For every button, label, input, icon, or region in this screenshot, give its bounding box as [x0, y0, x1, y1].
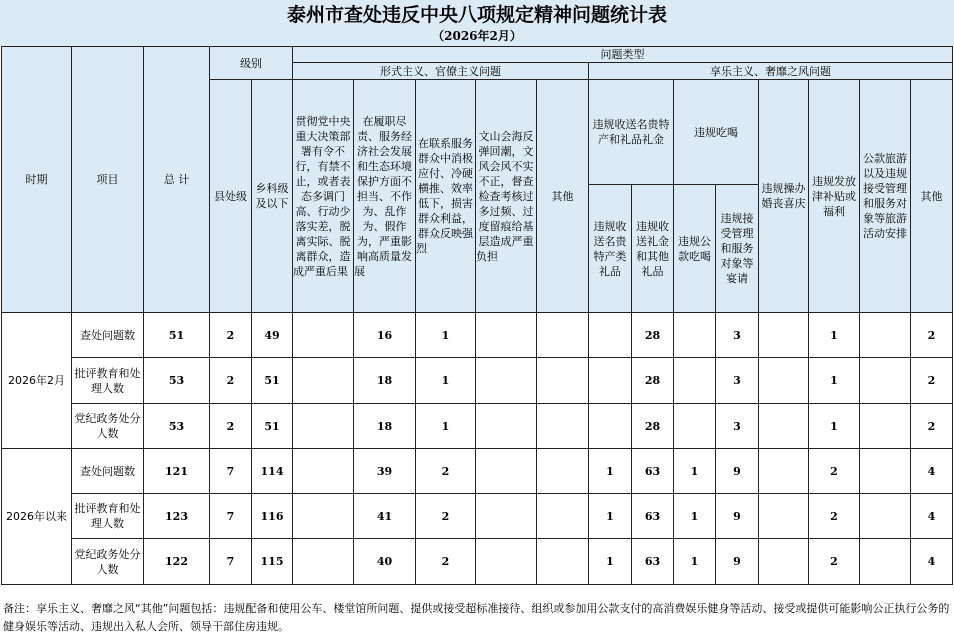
value-cell-gift2: 28 — [632, 404, 674, 449]
value-cell-total: 53 — [144, 404, 210, 449]
value-cell-township: 51 — [252, 358, 293, 404]
value-cell-f5 — [537, 358, 589, 404]
header-subsidy: 违规发放津补贴或福利 — [809, 80, 860, 313]
value-cell-f3: 2 — [416, 539, 476, 585]
value-cell-total: 122 — [144, 539, 210, 585]
value-cell-eat2: 9 — [716, 539, 759, 585]
header-eat-1: 违规公款吃喝 — [674, 185, 716, 313]
value-cell-wedding — [759, 494, 809, 539]
value-cell-f1 — [293, 494, 354, 539]
value-cell-f5 — [537, 494, 589, 539]
value-cell-travel — [860, 539, 911, 585]
header-level: 级别 — [210, 47, 293, 80]
value-cell-county: 2 — [210, 404, 252, 449]
value-cell-gift1: 1 — [589, 494, 632, 539]
value-cell-f1 — [293, 539, 354, 585]
header-gift-group: 违规收送名贵特产和礼品礼金 — [589, 80, 674, 185]
value-cell-total: 123 — [144, 494, 210, 539]
header-formalism-other: 其他 — [537, 80, 589, 313]
value-cell-f4 — [476, 539, 537, 585]
header-formalism-4: 文山会海反弹回潮，文风会风不实不正，督查检查考核过多过频、过度留痕给基层造成严重负担 — [476, 80, 537, 313]
header-travel: 公款旅游以及违规接受管理和服务对象等旅游活动安排 — [860, 80, 911, 313]
value-cell-subsidy: 2 — [809, 449, 860, 494]
value-cell-f1 — [293, 358, 354, 404]
value-cell-county: 7 — [210, 539, 252, 585]
table-row — [2, 358, 953, 404]
value-cell-travel — [860, 449, 911, 494]
value-cell-eat2: 9 — [716, 449, 759, 494]
value-cell-township: 115 — [252, 539, 293, 585]
header-hedonism-other: 其他 — [911, 80, 953, 313]
value-cell-f5 — [537, 404, 589, 449]
value-cell-other: 4 — [911, 449, 953, 494]
value-cell-eat2: 9 — [716, 494, 759, 539]
value-cell-subsidy: 1 — [809, 313, 860, 358]
value-cell-f2: 18 — [354, 404, 416, 449]
value-cell-wedding — [759, 449, 809, 494]
value-cell-county: 2 — [210, 358, 252, 404]
header-formalism-1: 贯彻党中央重大决策部署有令不行，有禁不止，或者表态多调门高、行动少落实差，脱离实际、脱离群众，造成严重后果 — [293, 80, 354, 313]
value-cell-f4 — [476, 313, 537, 358]
item-cell: 查处问题数 — [72, 313, 144, 358]
value-cell-travel — [860, 358, 911, 404]
value-cell-gift2: 63 — [632, 494, 674, 539]
value-cell-f2: 40 — [354, 539, 416, 585]
value-cell-travel — [860, 494, 911, 539]
value-cell-travel — [860, 404, 911, 449]
value-cell-eat2: 3 — [716, 358, 759, 404]
value-cell-eat2: 3 — [716, 313, 759, 358]
table-row — [2, 404, 953, 449]
value-cell-subsidy: 2 — [809, 539, 860, 585]
value-cell-gift1: 1 — [589, 539, 632, 585]
statistics-table — [1, 46, 953, 585]
value-cell-eat1: 1 — [674, 539, 716, 585]
value-cell-eat1 — [674, 358, 716, 404]
value-cell-total: 51 — [144, 313, 210, 358]
header-township: 乡科级及以下 — [252, 80, 293, 313]
header-gift-2: 违规收送礼金和其他礼品 — [632, 185, 674, 313]
value-cell-f5 — [537, 539, 589, 585]
header-county: 县处级 — [210, 80, 252, 313]
value-cell-township: 114 — [252, 449, 293, 494]
value-cell-county: 7 — [210, 449, 252, 494]
value-cell-township: 51 — [252, 404, 293, 449]
value-cell-f1 — [293, 313, 354, 358]
value-cell-county: 2 — [210, 313, 252, 358]
header-gift-1: 违规收送名贵特产类礼品 — [589, 185, 632, 313]
value-cell-f2: 18 — [354, 358, 416, 404]
value-cell-subsidy: 1 — [809, 358, 860, 404]
footnote: 备注：享乐主义、奢靡之风“其他”问题包括：违规配备和使用公车、楼堂馆所问题、提供或接受超标准接待、组织或参加用公款支付的高消费娱乐健身等活动、接受或提供可能影响公正执行公务的健身娱乐等活动、违规出入私人会所、领导干部住房违规。 — [3, 602, 950, 633]
page-title: 泰州市查处违反中央八项规定精神问题统计表 — [286, 4, 667, 26]
value-cell-wedding — [759, 404, 809, 449]
header-item: 项目 — [72, 47, 144, 313]
value-cell-wedding — [759, 313, 809, 358]
value-cell-eat1 — [674, 404, 716, 449]
value-cell-other: 2 — [911, 313, 953, 358]
header-problem-type: 问题类型 — [293, 47, 953, 63]
value-cell-total: 121 — [144, 449, 210, 494]
value-cell-wedding — [759, 539, 809, 585]
item-cell: 党纪政务处分人数 — [72, 539, 144, 585]
value-cell-travel — [860, 313, 911, 358]
value-cell-subsidy: 1 — [809, 404, 860, 449]
value-cell-f3: 2 — [416, 449, 476, 494]
page-subtitle: （2026年2月） — [432, 29, 522, 43]
value-cell-f4 — [476, 358, 537, 404]
value-cell-gift1 — [589, 358, 632, 404]
header-wedding: 违规操办婚丧喜庆 — [759, 80, 809, 313]
value-cell-eat2: 3 — [716, 404, 759, 449]
value-cell-gift1: 1 — [589, 449, 632, 494]
value-cell-gift2: 63 — [632, 449, 674, 494]
header-total: 总 计 — [144, 47, 210, 313]
value-cell-township: 49 — [252, 313, 293, 358]
value-cell-f5 — [537, 449, 589, 494]
value-cell-f3: 1 — [416, 404, 476, 449]
item-cell: 批评教育和处理人数 — [72, 358, 144, 404]
value-cell-total: 53 — [144, 358, 210, 404]
header-eat-group: 违规吃喝 — [674, 80, 759, 185]
value-cell-f3: 1 — [416, 358, 476, 404]
header-hedonism: 享乐主义、奢靡之风问题 — [589, 63, 953, 80]
value-cell-other: 2 — [911, 358, 953, 404]
value-cell-other: 4 — [911, 494, 953, 539]
value-cell-f4 — [476, 494, 537, 539]
value-cell-other: 4 — [911, 539, 953, 585]
period-cell: 2026年2月 — [2, 313, 72, 449]
header-formalism-3: 在联系服务群众中消极应付、冷硬横推、效率低下，损害群众利益，群众反映强烈 — [416, 80, 476, 313]
value-cell-f4 — [476, 404, 537, 449]
value-cell-f2: 16 — [354, 313, 416, 358]
item-cell: 党纪政务处分人数 — [72, 404, 144, 449]
header-period: 时期 — [2, 47, 72, 313]
value-cell-gift2: 63 — [632, 539, 674, 585]
item-cell: 批评教育和处理人数 — [72, 494, 144, 539]
value-cell-gift1 — [589, 313, 632, 358]
header-formalism-2: 在履职尽责、服务经济社会发展和生态环境保护方面不担当、不作为、乱作为、假作为，严重影响高质量发展 — [354, 80, 416, 313]
value-cell-county: 7 — [210, 494, 252, 539]
table-row — [2, 449, 953, 494]
header-formalism: 形式主义、官僚主义问题 — [293, 63, 589, 80]
header-eat-2: 违规接受管理和服务对象等宴请 — [716, 185, 759, 313]
value-cell-f2: 41 — [354, 494, 416, 539]
table-row — [2, 539, 953, 585]
value-cell-f1 — [293, 404, 354, 449]
value-cell-township: 116 — [252, 494, 293, 539]
value-cell-gift2: 28 — [632, 313, 674, 358]
table-row — [2, 313, 953, 358]
value-cell-f2: 39 — [354, 449, 416, 494]
value-cell-subsidy: 2 — [809, 494, 860, 539]
value-cell-f5 — [537, 313, 589, 358]
value-cell-f1 — [293, 449, 354, 494]
value-cell-eat1 — [674, 313, 716, 358]
value-cell-eat1: 1 — [674, 449, 716, 494]
value-cell-wedding — [759, 358, 809, 404]
value-cell-other: 2 — [911, 404, 953, 449]
value-cell-f4 — [476, 449, 537, 494]
item-cell: 查处问题数 — [72, 449, 144, 494]
value-cell-f3: 1 — [416, 313, 476, 358]
period-cell: 2026年以来 — [2, 449, 72, 585]
value-cell-eat1: 1 — [674, 494, 716, 539]
value-cell-gift1 — [589, 404, 632, 449]
table-row — [2, 494, 953, 539]
value-cell-f3: 2 — [416, 494, 476, 539]
value-cell-gift2: 28 — [632, 358, 674, 404]
